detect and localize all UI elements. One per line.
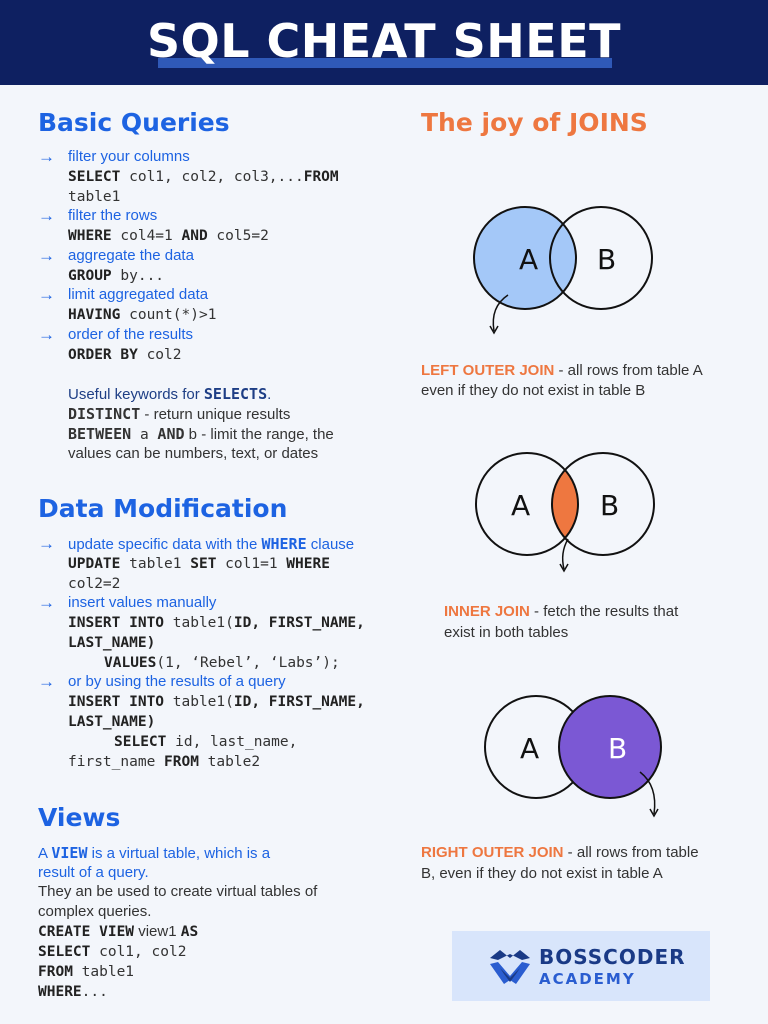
mod-item-label: update specific data with the WHERE clause [68,535,355,553]
header-banner [0,0,768,85]
code-line: LAST_NAME) [68,635,156,651]
arrow-icon: → [38,285,55,304]
basic-item-label: order of the results [68,326,194,343]
code-line: WHERE col4=1 AND col5=2 [68,228,269,244]
code-line: LAST_NAME) [68,714,156,730]
logo-text-bosscoder: BOSSCODER [539,945,686,969]
code-line: ORDER BY col2 [68,347,182,363]
views-title: Views [38,803,121,832]
basic-queries-title: Basic Queries [38,108,230,137]
label-b: B [597,243,617,276]
arrow-icon: → [38,593,55,612]
arrow-icon: → [38,246,55,265]
code-line: SELECT id, last_name, [114,734,298,750]
right-join-venn-diagram [480,686,680,826]
arrow-icon: → [38,206,55,225]
mod-item-label: insert values manually [68,594,217,611]
arrow-icon: → [38,534,55,553]
views-desc: complex queries. [38,903,152,920]
inner-join-desc-2: exist in both tables [444,624,569,641]
basic-item-label: filter your columns [68,148,190,165]
basic-item-label: limit aggregated data [68,286,209,303]
useful-keywords-line: Useful keywords for SELECTS. [68,385,272,403]
between-line: BETWEEN a AND b - limit the range, the [68,425,334,443]
logo-text-academy: ACADEMY [539,970,636,988]
between-line-2: values can be numbers, text, or dates [68,445,319,462]
views-desc: result of a query. [38,864,149,881]
code-line: WHERE... [38,984,108,1000]
inner-join-venn-diagram [472,443,662,583]
page-title: SQL CHEAT SHEET [146,14,621,68]
label-b: B [608,732,628,765]
views-desc: They an be used to create virtual tables of [38,883,318,900]
basic-item-label: aggregate the data [68,247,194,264]
right-join-desc-2: B, even if they do not exist in table A [421,865,663,882]
code-line: SELECT col1, col2, col3,...FROM [68,169,339,185]
code-line: CREATE VIEW view1 AS [38,923,199,940]
joins-title: The joy of JOINS [421,108,648,137]
code-line: VALUES(1, ‘Rebel’, ‘Labs’); [104,655,340,671]
bosscoder-logo [452,931,710,1001]
arrow-icon: → [38,325,55,344]
label-b: B [600,489,620,522]
code-line: INSERT INTO table1(ID, FIRST_NAME, [68,615,365,631]
right-join-desc: RIGHT OUTER JOIN - all rows from table [421,844,699,861]
data-modification-title: Data Modification [38,494,288,523]
left-join-venn-diagram [470,195,660,345]
code-line: SELECT col1, col2 [38,944,187,960]
crown-icon [486,944,534,988]
basic-item-label: filter the rows [68,207,158,224]
code-line: HAVING count(*)>1 [68,307,217,323]
arrow-icon: → [38,672,55,691]
left-join-desc-2: even if they do not exist in table B [421,382,646,399]
arrow-icon: → [38,147,55,166]
code-line: UPDATE table1 SET col1=1 WHERE [68,556,330,572]
code-line: GROUP by... [68,268,165,284]
label-a: A [511,489,531,522]
inner-join-desc: INNER JOIN - fetch the results that [444,603,679,620]
distinct-line: DISTINCT - return unique results [68,405,291,423]
mod-item-label: or by using the results of a query [68,673,286,690]
code-line: col2=2 [68,576,121,592]
code-line: FROM table1 [38,964,135,980]
label-a: A [520,732,540,765]
code-line: first_name FROM table2 [68,754,261,770]
code-line: INSERT INTO table1(ID, FIRST_NAME, [68,694,365,710]
views-desc: A VIEW is a virtual table, which is a [38,844,271,862]
label-a: A [519,243,539,276]
code-line: table1 [68,189,121,205]
left-join-desc: LEFT OUTER JOIN - all rows from table A [421,362,703,379]
